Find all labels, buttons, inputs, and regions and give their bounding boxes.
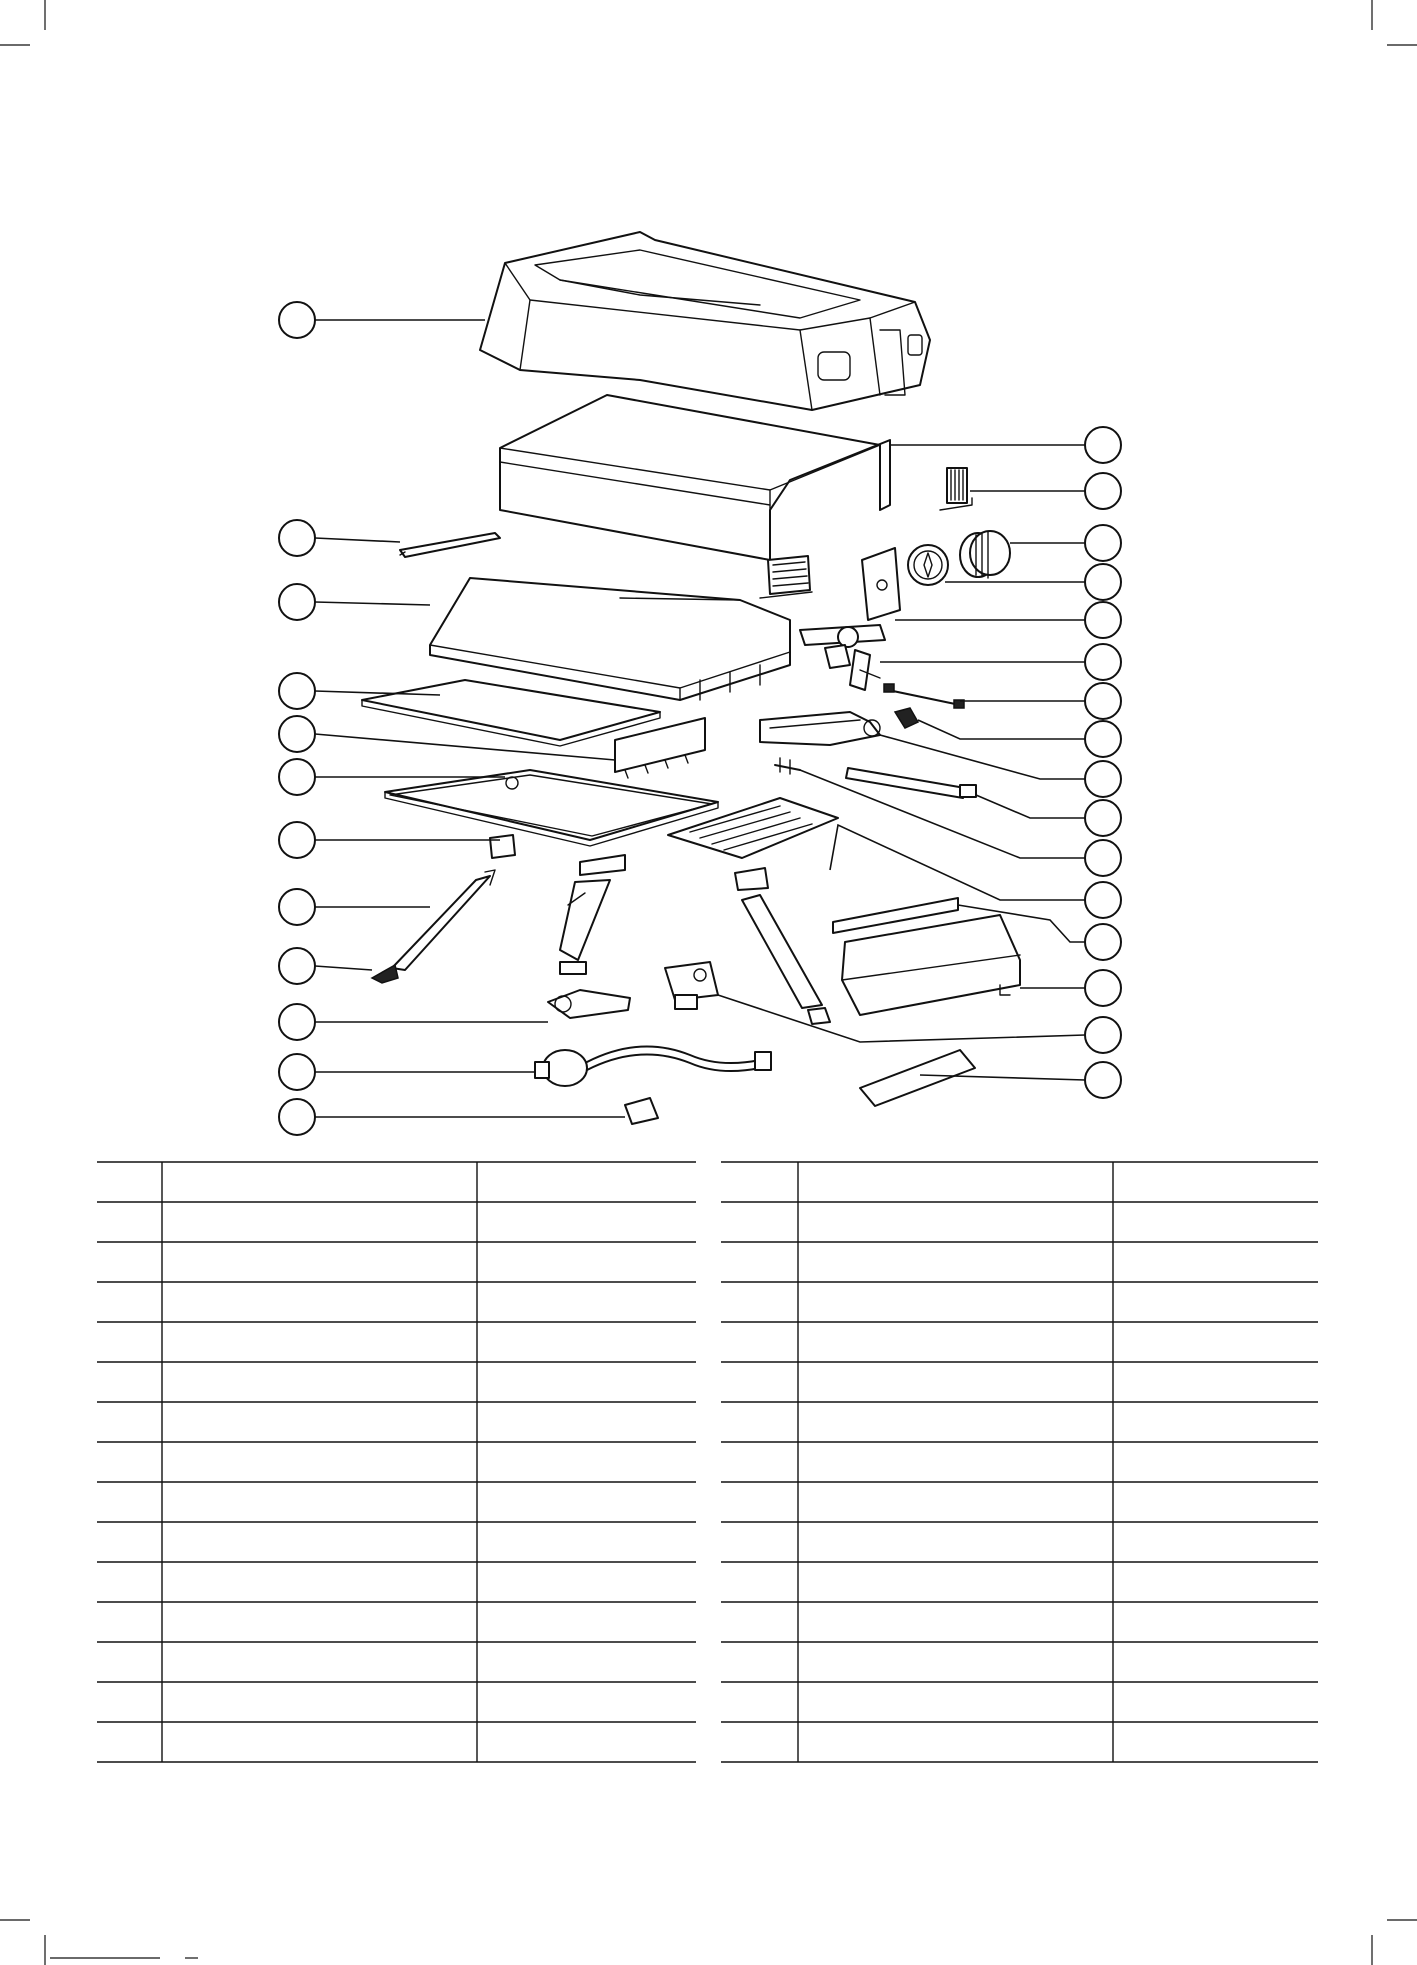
part-grille-center	[760, 556, 812, 598]
part-lid	[480, 232, 930, 410]
part-gas-valve	[800, 625, 885, 690]
part-hose-clip	[625, 1098, 658, 1124]
part-leg-left	[392, 870, 495, 970]
part-heat-deflector	[548, 990, 630, 1018]
part-firebox	[430, 578, 790, 700]
part-foot-left	[372, 965, 398, 983]
part-gas-pipe	[846, 768, 976, 798]
part-elbow-fitting	[895, 708, 918, 728]
part-hood	[500, 395, 890, 560]
part-knob-bezel	[908, 545, 948, 585]
part-leg-center	[560, 855, 625, 974]
part-electrode	[775, 758, 800, 774]
part-handle-bracket	[400, 533, 500, 557]
part-hose-regulator	[535, 1046, 771, 1086]
part-burner	[760, 712, 880, 745]
part-access-plate	[860, 1050, 975, 1106]
parts-table-right	[721, 1162, 1318, 1762]
part-leg-right	[735, 868, 830, 1024]
part-grille-small	[940, 468, 972, 510]
part-control-panel-bracket	[862, 548, 900, 620]
part-control-knob	[960, 531, 1010, 578]
part-regulator	[665, 962, 718, 1009]
part-electrode-wire	[884, 684, 964, 708]
part-griddle-plate	[362, 680, 660, 746]
parts-table	[97, 1162, 1318, 1762]
parts-table-left	[97, 1162, 696, 1762]
part-side-shelf	[833, 898, 1020, 1015]
part-leg-bracket-left	[490, 835, 515, 858]
